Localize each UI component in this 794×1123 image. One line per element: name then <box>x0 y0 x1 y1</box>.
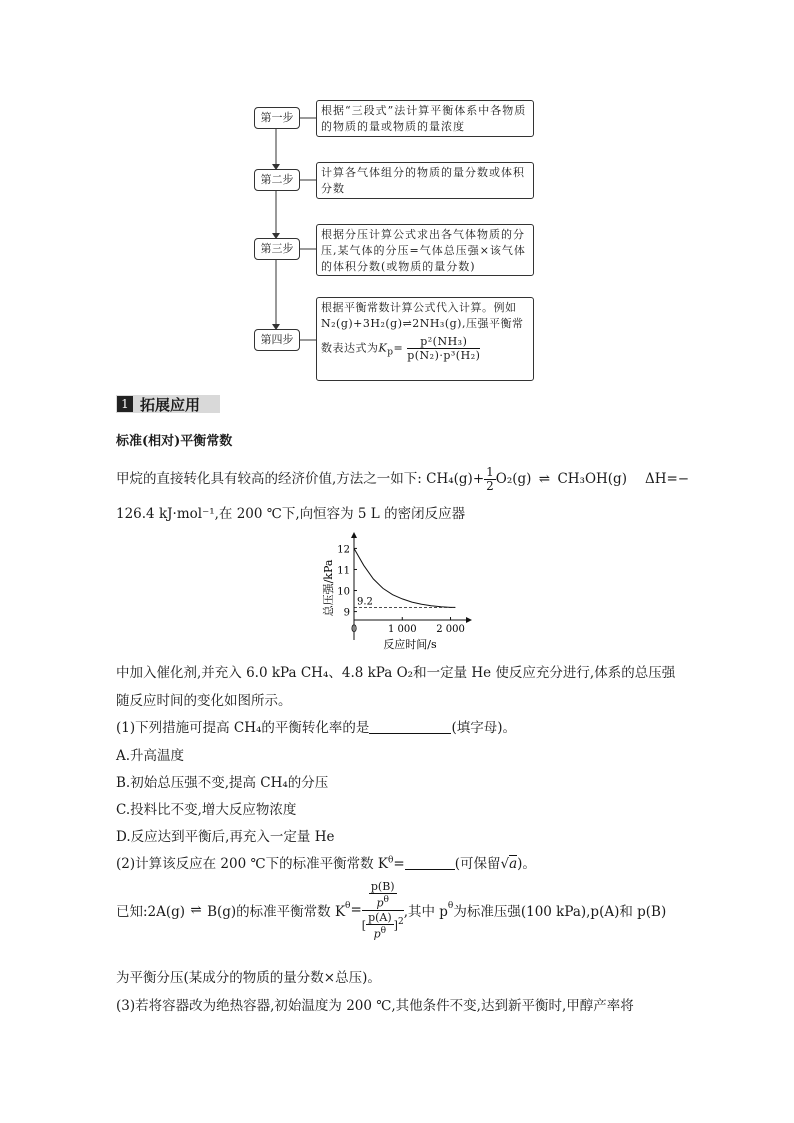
option-a: A.升高温度 <box>116 748 185 764</box>
known-den-bot-p: p <box>373 927 381 941</box>
known-exp: 2 <box>397 916 404 927</box>
kp-denominator: p(N₂)·p³(H₂) <box>407 349 481 362</box>
half-num: 1 <box>486 465 494 479</box>
intro-line-2: 126.4 kJ·mol⁻¹,在 200 ℃下,向恒容为 5 L 的密闭反应器 <box>116 506 466 522</box>
known-text-d: 为标准压强(100 kPa),p(A)和 p(B) <box>453 904 667 921</box>
x-axis-label: 反应时间/s <box>383 638 437 651</box>
body-p3: 为平衡分压(某成分的物质的量分数×总压)。 <box>116 970 381 986</box>
kp-symbol: K <box>378 341 388 355</box>
intro-text-a: 甲烷的直接转化具有较高的经济价值,方法之一如下: CH₄(g)+ <box>116 471 485 487</box>
kp-numerator: p²(NH₃) <box>407 335 480 349</box>
intro-line-1 <box>116 466 689 493</box>
question-2-tail: (可保留 <box>454 856 501 872</box>
half-den: 2 <box>486 479 494 493</box>
kp-fraction <box>407 335 480 362</box>
section-title: 拓展应用 <box>140 396 201 414</box>
option-c: C.投料比不变,增大反应物浓度 <box>116 802 297 818</box>
intro-text-d: ΔH=− <box>644 471 690 487</box>
step-4-label: 第四步 <box>254 329 300 351</box>
known-num-bot: $p^\theta$ <box>376 895 389 910</box>
section-number-icon: 1 <box>117 396 133 412</box>
answer-blank-2[interactable] <box>405 855 455 870</box>
step-4-line3: 数表达式为 <box>321 341 379 355</box>
step-4-text: 根据平衡常数计算公式代入计算。例如 N₂(g)+3H₂(g)⇌2NH₃(g),压强平衡常 数表达式为$K_p=$ $\frac{\text{p²(NH₃)}}{\text{p(N₂)·p³(H₂)}}$ <box>316 297 534 381</box>
answer-blank-1[interactable] <box>369 719 451 734</box>
known-text-a: 已知:2A(g) <box>116 904 186 921</box>
known-line: 已知:2A(g) ⇌ B(g)的标准平衡常数 $K^\theta=$ $\frac{p(B)}{p^\theta}$ [ $\frac{p(A)}{p^\theta}$ ]$^2$ ,其中 $p^\theta$为标准压强(100 kPa),p(A)和 p(B) <box>116 880 667 941</box>
step-3-label: 第三步 <box>254 238 300 260</box>
equilibrium-arrow-2-icon: ⇌ <box>190 902 202 919</box>
y-tick-label-3: 12 <box>337 544 350 556</box>
known-den-bot: $p^\theta$ <box>373 925 387 941</box>
asymptote-label: 9.2 <box>357 596 373 608</box>
known-text-b: B(g)的标准平衡常数 K <box>207 904 346 921</box>
known-denominator: [ $\frac{p(A)}{p^\theta}$ ]$^2$ <box>361 910 404 941</box>
intro-text-b: O₂(g) <box>495 471 532 487</box>
step-1-label: 第一步 <box>254 107 300 129</box>
step-2-text: 计算各气体组分的物质的量分数或体积分数 <box>316 162 534 199</box>
step-4-line1: 根据平衡常数计算公式代入计算。例如 <box>321 301 517 314</box>
y-axis-arrow-icon <box>351 532 357 538</box>
option-b: B.初始总压强不变,提高 CH₄的分压 <box>116 775 329 791</box>
known-num-bot-p: p <box>376 896 384 910</box>
theta-sup: θ <box>387 855 394 866</box>
step-4-line2: N₂(g)+3H₂(g)⇌2NH₃(g),压强平衡常 <box>321 317 524 330</box>
intro-text-c: CH₃OH(g) <box>557 471 627 487</box>
question-1 <box>116 716 516 736</box>
kp-subscript: p <box>387 347 394 358</box>
x-tick-label-0: 0 <box>350 624 358 635</box>
question-2 <box>116 852 536 872</box>
question-1-tail: (填字母)。 <box>451 720 516 736</box>
subtitle: 标准(相对)平衡常数 <box>116 434 233 449</box>
sqrt-icon: √ <box>500 856 510 872</box>
equilibrium-arrow-icon: ⇌ <box>538 471 551 487</box>
y-tick-label-2: 11 <box>337 565 350 577</box>
x-tick-label-1: 1 000 <box>387 624 417 635</box>
y-tick-label-0: 9 <box>343 607 350 619</box>
body-p1: 中加入催化剂,并充入 6.0 kPa CH₄、4.8 kPa O₂和一定量 He 使反应充分进行,体系的总压强 <box>116 665 676 681</box>
question-2-end: )。 <box>517 856 536 872</box>
sqrt-a: a <box>509 856 518 872</box>
pressure-chart <box>310 530 490 655</box>
body-p2: 随反应时间的变化如图所示。 <box>116 693 292 709</box>
known-theta: θ <box>345 901 351 912</box>
known-numerator <box>362 880 404 911</box>
step-3-text: 根据分压计算公式求出各气体物质的分压,某气体的分压=气体总压强×该气体的体积分数(或物质的量分数) <box>316 224 534 276</box>
step-2-label: 第二步 <box>254 169 300 191</box>
option-d: D.反应达到平衡后,再充入一定量 He <box>116 829 335 845</box>
question-3: (3)若将容器改为绝热容器,初始温度为 200 ℃,其他条件不变,达到新平衡时,甲醇产率将 <box>116 998 634 1014</box>
y-tick-label-1: 10 <box>337 586 350 598</box>
known-num-top: p(B) <box>370 880 395 893</box>
question-2-eq: = <box>393 856 405 872</box>
question-2-text: (2)计算该反应在 200 ℃下的标准平衡常数 K <box>116 856 388 872</box>
half-fraction <box>484 466 496 493</box>
y-axis-label: 总压强/kPa <box>322 559 335 617</box>
step-1-text: 根据“三段式”法计算平衡体系中各物质的物质的量或物质的量浓度 <box>316 100 534 137</box>
known-den-top: p(A) <box>368 910 392 924</box>
known-eq: = <box>350 902 362 919</box>
known-text-c: ,其中 p <box>403 904 448 921</box>
x-tick-label-2: 2 000 <box>436 624 465 635</box>
question-1-text: (1)下列措施可提高 CH₄的平衡转化率的是 <box>116 720 370 736</box>
known-fraction <box>362 880 404 940</box>
x-axis-arrow-icon <box>466 617 472 623</box>
